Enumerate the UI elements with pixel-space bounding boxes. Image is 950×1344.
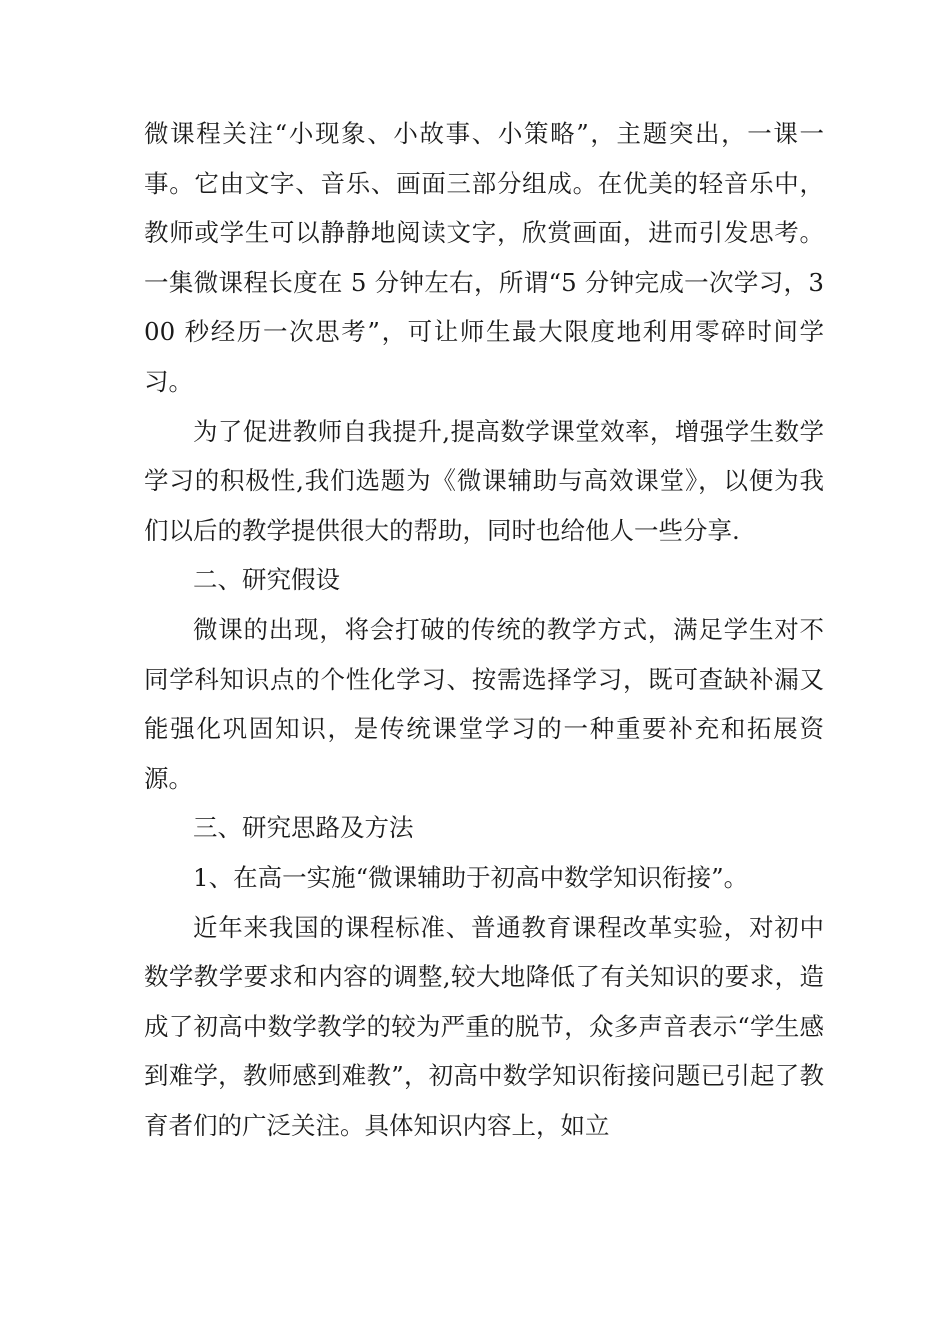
paragraph-curriculum-background: 近年来我国的课程标准、普通教育课程改革实验，对初中数学教学要求和内容的调整,较大地降低了有关知识的要求，造成了初高中数学教学的较为严重的脱节，众多声音表示“学生感到难学，教师感到难教”，初高中数学知识衔接问题已引起了教育者们的广泛关注。具体知识内容上，如立 — [144, 912, 824, 1140]
subheading-item-1: 1、在高一实施“微课辅助于初高中数学知识衔接”。 — [193, 862, 749, 892]
paragraph-micro-course-intro: 微课程关注“小现象、小故事、小策略”，主题突出，一课一事。它由文字、音乐、画面三部分组成。在优美的轻音乐中，教师或学生可以静静地阅读文字，欣赏画面，进而引发思考。一集微课程长度在 5 分钟左右，所谓“5 分钟完成一次学习，300 秒经历一次思考”，可让师生最大限度地利用零碎时间学习。 — [144, 119, 824, 396]
paragraph-hypothesis: 微课的出现，将会打破的传统的教学方式，满足学生对不同学科知识点的个性化学习、按需选择学习，既可查缺补漏又能强化巩固知识，是传统课堂学习的一种重要补充和拓展资源。 — [144, 614, 824, 793]
paragraph-topic-selection: 为了促进教师自我提升,提高数学课堂效率，增强学生数学学习的积极性,我们选题为《微课辅助与高效课堂》，以便为我们以后的教学提供很大的帮助，同时也给他人一些分享. — [144, 416, 824, 545]
document-body — [144, 109, 824, 1150]
section-heading-research-methods: 三、研究思路及方法 — [193, 813, 414, 843]
section-heading-research-hypothesis: 二、研究假设 — [193, 565, 340, 595]
